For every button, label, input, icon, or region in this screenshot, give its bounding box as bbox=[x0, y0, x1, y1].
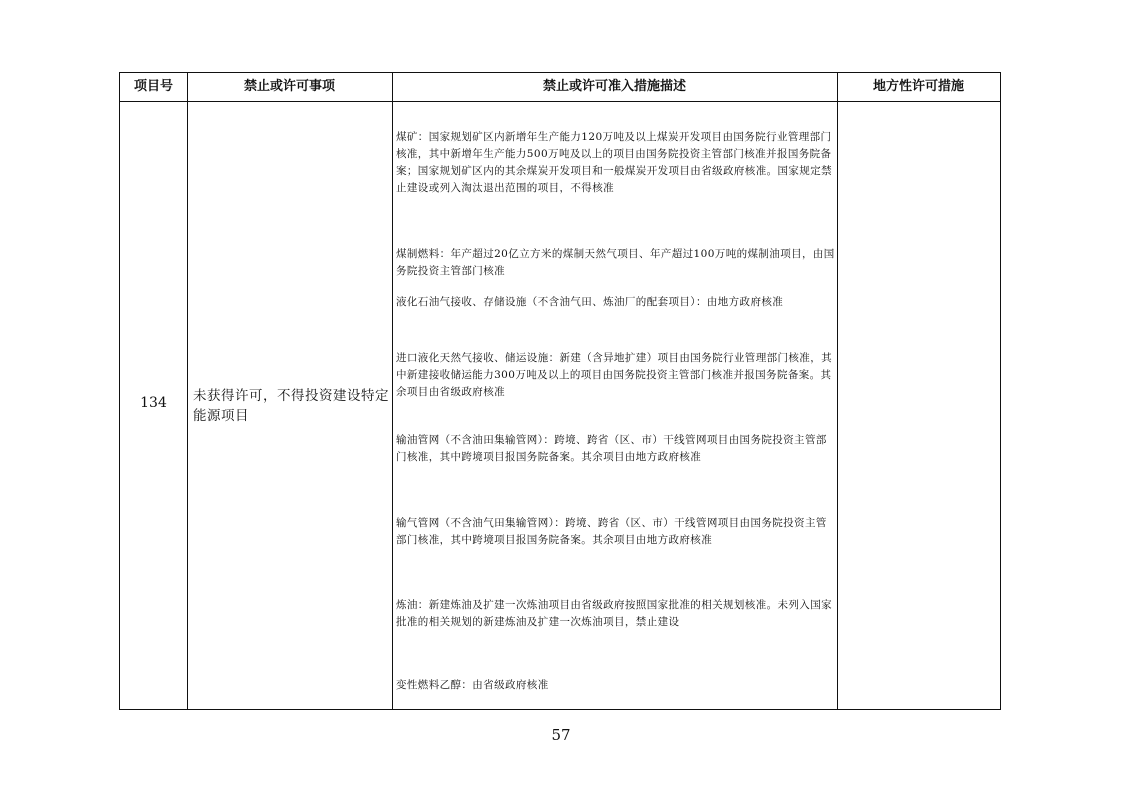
header-project-number: 项目号 bbox=[133, 79, 173, 94]
measure-entry-refining: 炼油：新建炼油及扩建一次炼油项目由省级政府按照国家批准的相关规划核准。未列入国家批准的相关规划的新建炼油及扩建一次炼油项目，禁止建设 bbox=[396, 599, 832, 628]
matter-text: 未获得许可，不得投资建设特定能源项目 bbox=[193, 388, 389, 424]
measure-entry-oil-pipeline: 输油管网（不含油田集输管网）：跨境、跨省（区、市）干线管网项目由国务院投资主管部门核准，其中跨境项目报国务院备案。其余项目由地方政府核准 bbox=[396, 434, 827, 463]
measure-entry-coal-fuel: 煤制燃料：年产超过20亿立方米的煤制天然气项目、年产超过100万吨的煤制油项目，由国务院投资主管部门核准 bbox=[396, 248, 835, 277]
measure-entry-lpg: 液化石油气接收、存储设施（不含油气田、炼油厂的配套项目）：由地方政府核准 bbox=[396, 296, 784, 308]
header-matter: 禁止或许可事项 bbox=[243, 79, 335, 94]
header-local-measure: 地方性许可措施 bbox=[872, 79, 964, 94]
measure-entry-lng: 进口液化天然气接收、储运设施：新建（含异地扩建）项目由国务院行业管理部门核准，其中新建接收储运能力300万吨及以上的项目由国务院投资主管部门核准并报国务院备案。其余项目由省级政府核准 bbox=[396, 352, 832, 398]
measure-entry-coal-mine: 煤矿：国家规划矿区内新增年生产能力120万吨及以上煤炭开发项目由国务院行业管理部门核准，其中新增年生产能力500万吨及以上的项目由国务院投资主管部门核准并报国务院备案；国家规划矿区内的其余煤炭开发项目和一般煤炭开发项目由省级政府核准。国家规定禁止建设或列入淘汰退出范围的项目，不得核准 bbox=[396, 131, 832, 194]
project-number: 134 bbox=[140, 395, 167, 411]
column-divider bbox=[187, 73, 188, 709]
permit-table bbox=[119, 72, 1001, 710]
page-number: 57 bbox=[551, 726, 571, 744]
header-divider bbox=[120, 101, 1000, 102]
header-measure-description: 禁止或许可准入措施描述 bbox=[542, 79, 686, 94]
column-divider bbox=[837, 73, 838, 709]
measure-entry-gas-pipeline: 输气管网（不含油气田集输管网）：跨境、跨省（区、市）干线管网项目由国务院投资主管部门核准，其中跨境项目报国务院备案。其余项目由地方政府核准 bbox=[396, 517, 827, 546]
measure-entry-ethanol: 变性燃料乙醇：由省级政府核准 bbox=[396, 679, 549, 691]
